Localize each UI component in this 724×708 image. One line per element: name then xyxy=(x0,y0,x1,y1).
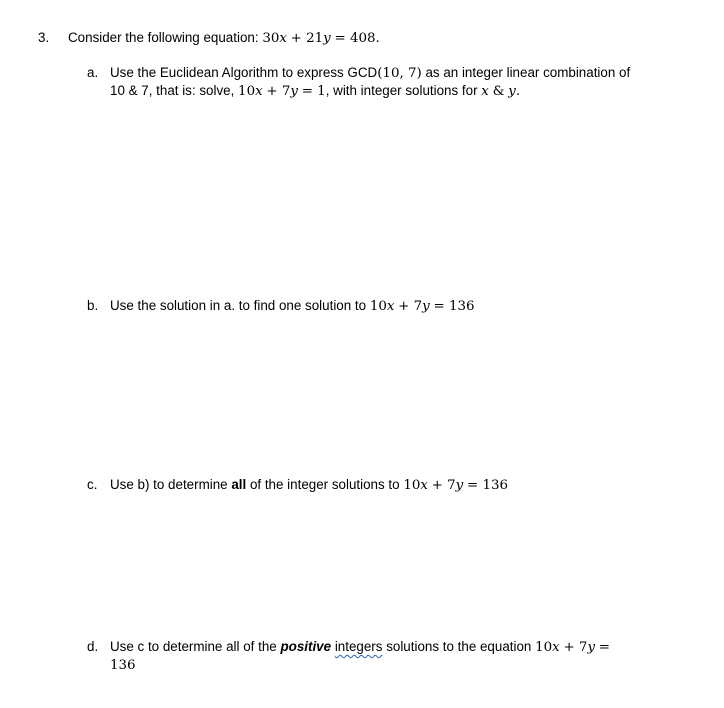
part-d-integers: integers xyxy=(334,639,383,654)
part-c-line xyxy=(110,476,508,495)
equation-var-y: y xyxy=(323,31,331,46)
part-b-var-y: y xyxy=(422,299,430,314)
part-d-text-1: Use c to determine all of the xyxy=(110,639,277,654)
part-d-positive: positive xyxy=(280,639,332,654)
problem-prompt: Consider the following equation: xyxy=(68,30,259,45)
part-c-coef-y: + 7 xyxy=(431,478,456,493)
part-c-text-1: Use b) to determine xyxy=(110,477,228,492)
part-a-label: a. xyxy=(87,65,99,80)
part-d-var-x: x xyxy=(552,640,560,655)
equation-coef-x: 30 xyxy=(262,31,280,46)
problem-statement xyxy=(68,29,380,48)
equation-rhs: = 408. xyxy=(334,31,380,46)
part-d-coef-x: 10 xyxy=(535,640,553,655)
part-a-text-3: 10 & 7, that is: solve, xyxy=(110,83,235,98)
part-d-coef-y: + 7 xyxy=(563,640,588,655)
part-b-var-x: x xyxy=(386,299,395,314)
equation-var-x: x xyxy=(279,31,287,46)
part-d-var-y: y xyxy=(587,640,596,655)
part-d-text-2: solutions to the equation xyxy=(386,639,532,654)
problem-number: 3. xyxy=(38,30,50,45)
part-c-label: c. xyxy=(87,477,98,492)
part-a-line-1 xyxy=(110,64,630,83)
part-b-line xyxy=(110,297,475,316)
part-a-text-2: as an integer linear combination of xyxy=(425,65,631,80)
part-d-line-1 xyxy=(110,638,610,657)
part-c-coef-x: 10 xyxy=(403,478,421,493)
part-b-label: b. xyxy=(87,298,99,313)
part-b-coef-x: 10 xyxy=(369,299,387,314)
part-a-eq-var-x: x xyxy=(255,84,263,99)
part-a-eq-coef-x: 10 xyxy=(238,84,256,99)
part-a-eq-var-y: y xyxy=(290,84,298,99)
part-c-text-2: of the integer solutions to xyxy=(249,477,400,492)
part-b-rhs: = 136 xyxy=(433,299,475,314)
part-a-text-1: Use the Euclidean Algorithm to express GCD xyxy=(110,65,378,80)
part-a-eq-rhs: = 1 xyxy=(301,84,326,99)
part-a-var-y: y xyxy=(508,84,516,99)
part-a-amp: & xyxy=(492,84,505,99)
part-a-gcd: (10, 7) xyxy=(377,66,422,81)
part-a-eq-coef-y: + 7 xyxy=(266,84,291,99)
equation-coef-y: + 21 xyxy=(290,31,324,46)
part-c-var-x: x xyxy=(420,478,428,493)
part-c-var-y: y xyxy=(455,478,464,493)
part-a-period: . xyxy=(515,84,521,99)
part-c-bold-all: all xyxy=(231,477,247,492)
part-a-var-x: x xyxy=(481,84,489,99)
part-c-rhs: = 136 xyxy=(466,478,509,493)
part-a-line-2 xyxy=(110,82,520,101)
part-d-line-2 xyxy=(110,656,136,675)
part-d-label: d. xyxy=(87,639,99,654)
part-b-coef-y: + 7 xyxy=(398,299,423,314)
part-a-text-4: , with integer solutions for xyxy=(325,83,478,98)
part-d-equals: = xyxy=(598,640,610,655)
part-b-text: Use the solution in a. to find one solution to xyxy=(110,298,367,313)
part-d-rhs: 136 xyxy=(110,658,136,673)
